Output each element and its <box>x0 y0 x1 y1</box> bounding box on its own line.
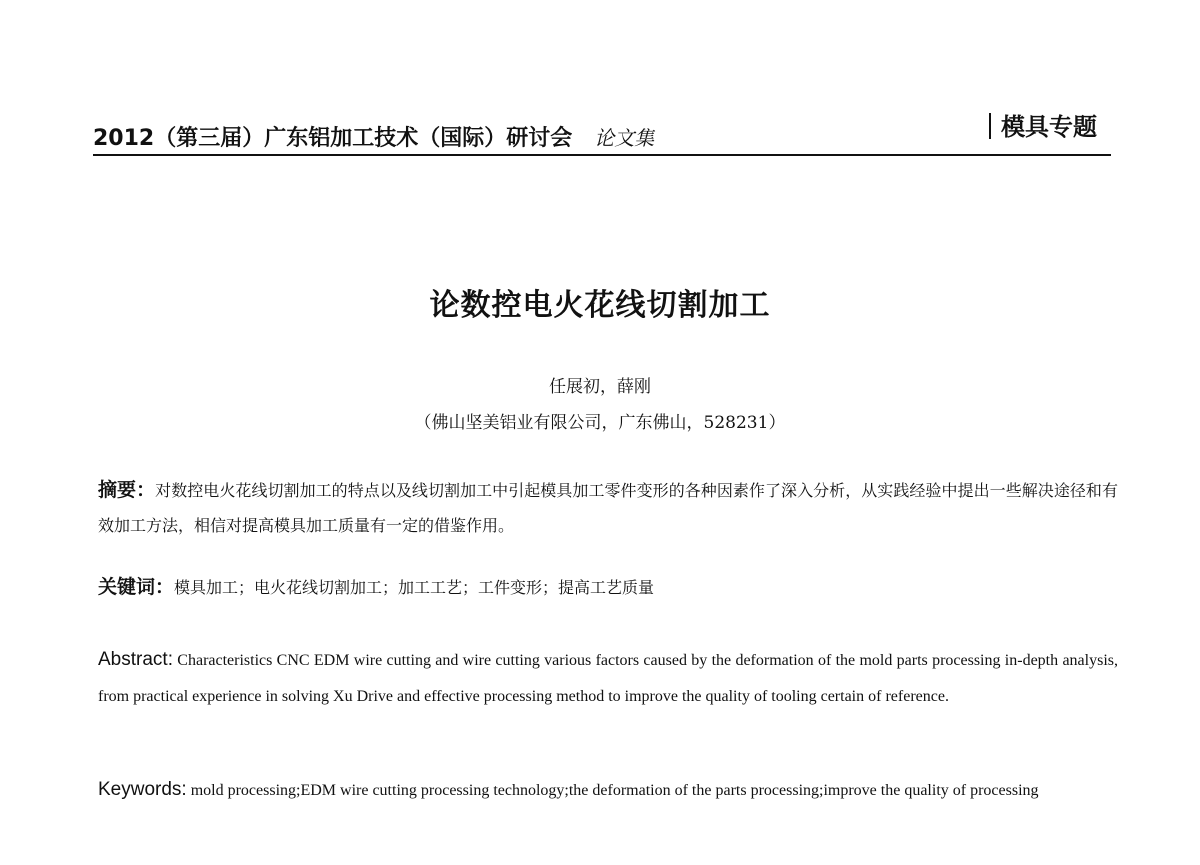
keywords-en-text: mold processing;EDM wire cutting processing technology;the deformation of the parts processing;improve the quality of processing <box>186 782 1039 799</box>
journal-name: 2012（第三届）广东铝加工技术（国际）研讨会 <box>93 126 573 151</box>
article-authors: 任展初，薛刚 <box>549 377 651 397</box>
keywords-cn-label: 关键词： <box>98 576 175 598</box>
abstract-cn-label: 摘要： <box>98 479 156 501</box>
article-affiliation: （佛山坚美铝业有限公司，广东佛山，528231） <box>414 413 786 433</box>
keywords-english <box>98 772 1118 809</box>
abstract-english <box>98 642 1118 715</box>
keywords-en-label: Keywords: <box>98 779 187 800</box>
article-title: 论数控电火花线切割加工 <box>429 288 771 323</box>
journal-title <box>93 121 654 152</box>
section-name: 模具专题 <box>1001 113 1097 141</box>
abstract-en-text: Characteristics CNC EDM wire cutting and wire cutting various factors caused by the deformation of the mold parts processing in-depth analysis, from practical experience in solving Xu Drive and effective processing method to improve the quality of tooling certain of reference. <box>98 652 1118 705</box>
section-label <box>989 107 1097 142</box>
section-divider <box>989 113 991 139</box>
keywords-chinese <box>98 570 1118 605</box>
abstract-cn-text: 对数控电火花线切割加工的特点以及线切割加工中引起模具加工零件变形的各种因素作了深入分析，从实践经验中提出一些解决途径和有效加工方法，相信对提高模具加工质量有一定的借鉴作用。 <box>98 481 1118 535</box>
abstract-en-label: Abstract: <box>98 649 173 670</box>
journal-subtitle: 论文集 <box>594 126 655 150</box>
running-header <box>93 108 1111 156</box>
abstract-chinese <box>98 473 1118 543</box>
keywords-cn-text: 模具加工；电火花线切割加工；加工工艺；工件变形；提高工艺质量 <box>174 578 655 597</box>
